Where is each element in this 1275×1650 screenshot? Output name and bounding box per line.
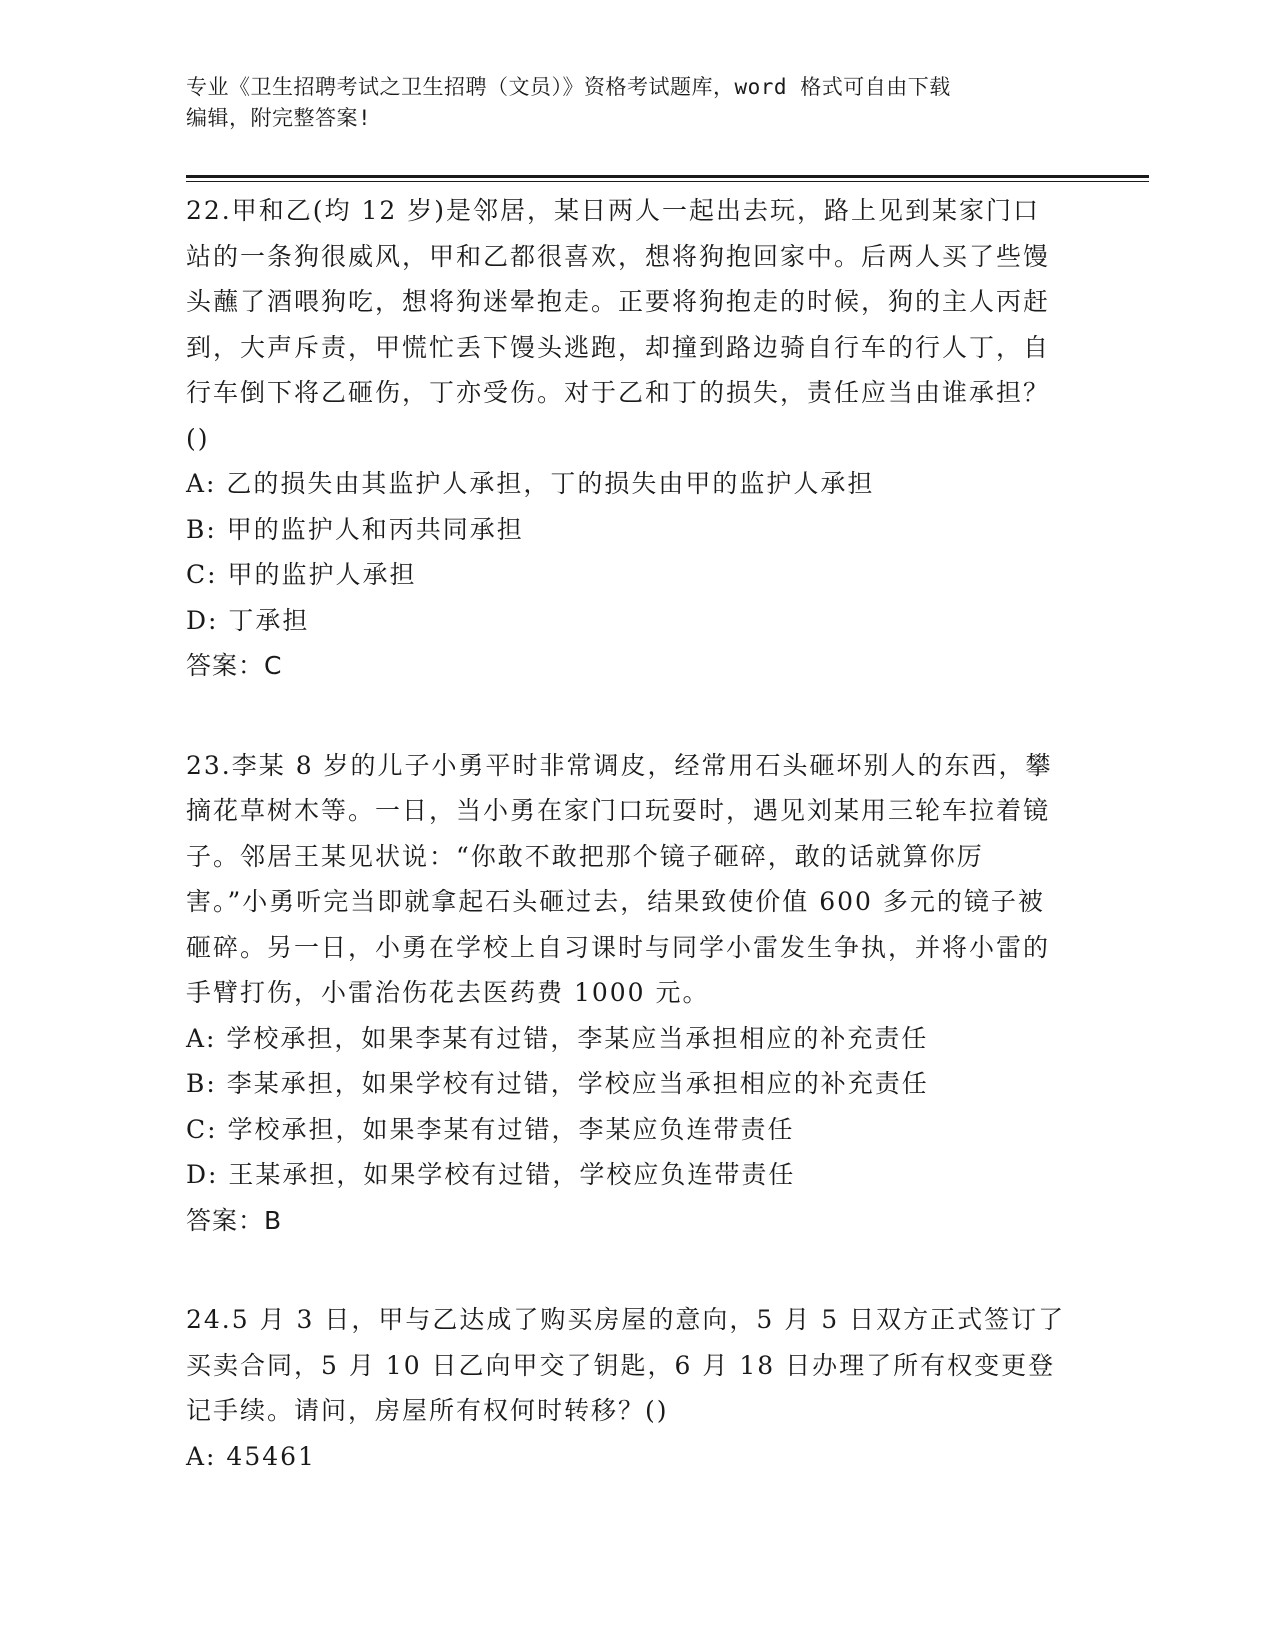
question-23: [186, 743, 1066, 1244]
option-d: D: 王某承担，如果学校有过错，学校应负连带责任: [186, 1160, 796, 1189]
option-b: B: 李某承担，如果学校有过错，学校应当承担相应的补充责任: [186, 1069, 929, 1098]
option-c: C: 甲的监护人承担: [186, 560, 417, 589]
question-22: [186, 188, 1066, 689]
question-stem: 23.李某 8 岁的儿子小勇平时非常调皮，经常用石头砸坏别人的东西，攀摘花草树木等。一日，当小勇在家门口玩耍时，遇见刘某用三轮车拉着镜子。邻居王某见状说：“你敢不敢把那个镜子砸碎，敢的话就算你厉害。”小勇听完当即就拿起石头砸过去，结果致使价值 600 多元的镜子被砸碎。另一日，小勇在学校上自习课时与同学小雷发生争执，并将小雷的手臂打伤，小雷治伤花去医药费 1000 元。: [186, 750, 1053, 1007]
option-c: C: 学校承担，如果李某有过错，李某应负连带责任: [186, 1114, 795, 1144]
answer-label: 答案：C: [186, 651, 283, 680]
answer-label: 答案：B: [186, 1205, 283, 1235]
header-line-2: 编辑，附完整答案!: [186, 106, 372, 130]
question-list: [186, 188, 1066, 1533]
option-a: A: 学校承担，如果李某有过错，李某应当承担相应的补充责任: [186, 1023, 929, 1053]
option-a: A: 45461: [186, 1441, 316, 1471]
option-b: B: 甲的监护人和丙共同承担: [186, 514, 524, 544]
question-stem: 22.甲和乙(均 12 岁)是邻居，某日两人一起出去玩，路上见到某家门口站的一条狗很威风，甲和乙都很喜欢，想将狗抱回家中。后两人买了些馒头蘸了酒喂狗吃，想将狗迷晕抱走。正要将狗抱走的时候，狗的主人丙赶到，大声斥责，甲慌忙丢下馒头逃跑，却撞到路边骑自行车的行人丁，自行车倒下将乙砸伤，丁亦受伤。对于乙和丁的损失，责任应当由谁承担？(): [186, 196, 1051, 453]
option-a: A: 乙的损失由其监护人承担，丁的损失由甲的监护人承担: [186, 469, 875, 498]
document-header: [186, 72, 1066, 134]
question-24: [186, 1297, 1066, 1479]
header-divider-thin: [186, 181, 1149, 182]
question-stem: 24.5 月 3 日，甲与乙达成了购买房屋的意向，5 月 5 日双方正式签订了买卖合同，5 月 10 日乙向甲交了钥匙，6 月 18 日办理了所有权变更登记手续。请问，房屋所有权何时转移？(): [186, 1305, 1066, 1425]
header-divider-thick: [186, 175, 1149, 178]
header-line-1: 专业《卫生招聘考试之卫生招聘（文员）》资格考试题库，word 格式可自由下载: [186, 75, 951, 99]
option-d: D: 丁承担: [186, 605, 310, 635]
